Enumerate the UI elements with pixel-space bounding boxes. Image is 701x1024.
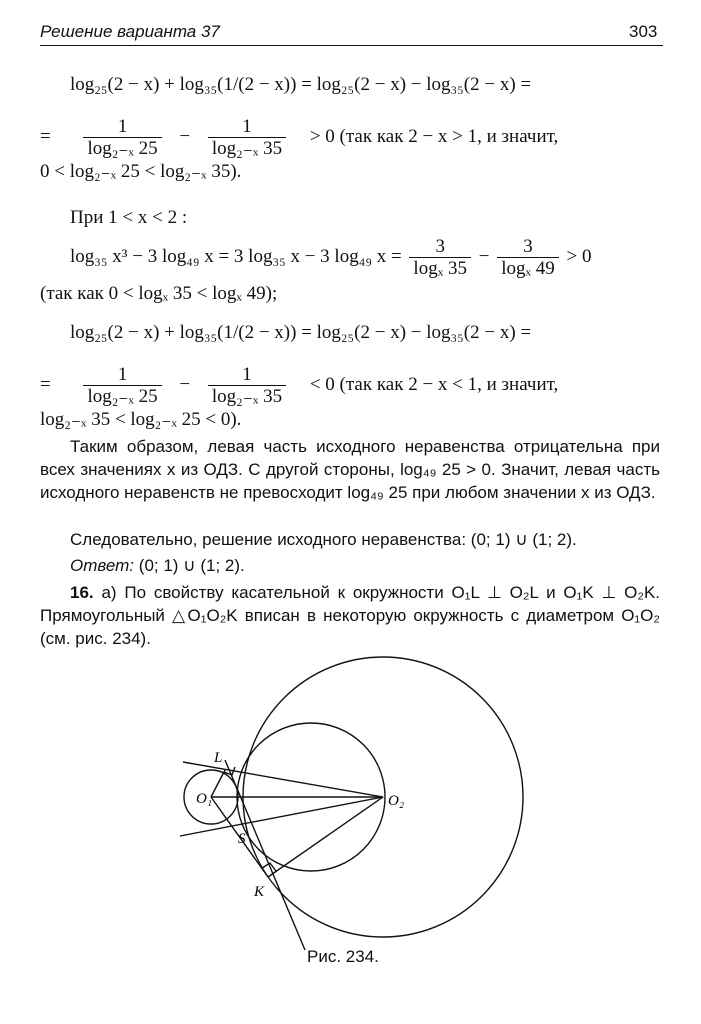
label-L: L	[214, 750, 223, 766]
equation-line-5: log₃₅ x³ − 3 log₄₉ x = 3 log₃₅ x − 3 log₄₉ x = $\frac{3}{\text{logₓ 35}}$ − $\frac{3}{\text{logₓ 49}}$ > 0	[70, 236, 592, 279]
running-title: Решение варианта 37	[40, 22, 220, 41]
paragraph-problem-16: 16. а) По свойству касательной к окружности O₁L ⊥ O₂L и O₁K ⊥ O₂K. Прямоугольный △O₁O₂K вписан в некоторую окружность с диаметром O₁O₂ (см. рис. 234).	[40, 583, 661, 648]
answer-value: (0; 1) ∪ (1; 2).	[138, 556, 245, 575]
equation-line-6: (так как 0 < logₓ 35 < logₓ 49);	[40, 283, 278, 304]
answer-label: Ответ:	[70, 556, 135, 575]
equation-line-1: log₂₅(2 − x) + log₃₅(1/(2 − x)) = log₂₅(2 − x) − log₃₅(2 − x) =	[70, 74, 532, 95]
page-number: 303	[629, 22, 658, 41]
radius-o1-l	[211, 770, 225, 797]
problem-number: 16.	[70, 583, 94, 602]
label-S: S	[238, 831, 246, 847]
label-O2: O₂	[388, 793, 405, 809]
equation-line-3: 0 < log₂₋ₓ 25 < log₂₋ₓ 35).	[40, 161, 242, 182]
paragraph-conclusion: Таким образом, левая часть исходного неравенства отрицательна при всех значениях x из ОДЗ. С другой стороны, log₄₉ 25 > 0. Значит, левая часть исходного неравенств не превосходит log₄₉ 25 при любом значении x из ОДЗ.	[40, 437, 660, 502]
fraction-3-over-logx49: $\frac{3}{\text{logₓ 49}}$	[497, 236, 559, 279]
equation-line-7: log₂₅(2 − x) + log₃₅(1/(2 − x)) = log₂₅(2 − x) − log₃₅(2 − x) =	[70, 322, 532, 343]
fraction-1-over-log25-b: $\frac{1}{\text{log₂₋ₓ 25}}$	[83, 364, 161, 407]
tangent-line-k	[225, 760, 305, 950]
equation-line-2: = $\frac{1}{\text{log₂₋ₓ 25}}$ − $\frac{1}{\text{log₂₋ₓ 35}}$ > 0 (так как 2 − x > 1, и значит,	[40, 116, 559, 159]
fraction-1-over-log25: $\frac{1}{\text{log₂₋ₓ 25}}$	[83, 116, 161, 159]
fraction-1-over-log35: $\frac{1}{\text{log₂₋ₓ 35}}$	[208, 116, 286, 159]
figure-caption: Рис. 234.	[307, 947, 379, 966]
equation-line-8: = $\frac{1}{\text{log₂₋ₓ 25}}$ − $\frac{1}{\text{log₂₋ₓ 35}}$ < 0 (так как 2 − x < 1, и значит,	[40, 364, 559, 407]
inequality-tail-2: < 0 (так как 2 − x < 1, и значит,	[309, 373, 559, 395]
segment-k-o2	[268, 797, 383, 877]
label-O1: O₁	[196, 791, 213, 807]
label-K: K	[254, 884, 265, 900]
paragraph-solution: Следовательно, решение исходного неравенства: (0; 1) ∪ (1; 2).	[70, 530, 577, 549]
case-heading: При 1 < x < 2 :	[70, 207, 188, 228]
inequality-tail-1: > 0 (так как 2 − x > 1, и значит,	[309, 125, 559, 147]
fraction-1-over-log35-b: $\frac{1}{\text{log₂₋ₓ 35}}$	[208, 364, 286, 407]
equation-line-9: log₂₋ₓ 35 < log₂₋ₓ 25 < 0).	[40, 409, 242, 430]
fraction-3-over-logx35: $\frac{3}{\text{logₓ 35}}$	[409, 236, 471, 279]
